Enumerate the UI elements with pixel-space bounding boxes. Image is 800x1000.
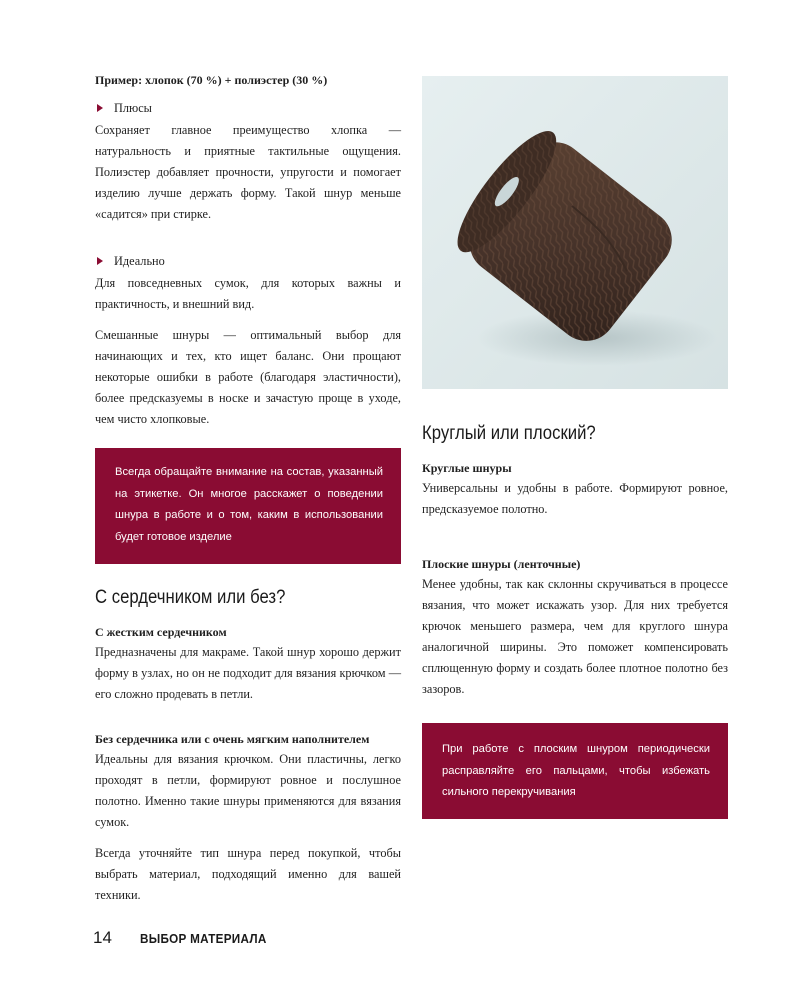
- check-text: Всегда уточняйте тип шнура перед покупкой, чтобы выбрать материал, подходящий именно для вашей техники.: [95, 846, 401, 902]
- flat-cord-callout: [422, 723, 728, 819]
- round-title: Круглые шнуры: [422, 461, 512, 475]
- soft-core-text: Идеальны для вязания крючком. Они пластичны, легко проходят в петли, формируют ровное и послушное полотно. Именно такие шнуры применяются для вязания сумок.: [95, 752, 401, 829]
- yarn-spool-icon: [422, 76, 728, 389]
- ideal-bullet: [95, 251, 401, 271]
- left-column: [95, 70, 401, 906]
- composition-callout-text: Всегда обращайте внимание на состав, указанный на этикетке. Он многое расскажет о поведении шнура в работе и о том, каким в использовании будет готовое изделие: [115, 466, 383, 543]
- flat-title: Плоские шнуры (ленточные): [422, 557, 581, 571]
- ideal-label: Идеально: [114, 254, 165, 268]
- ideal-text: Для повседневных сумок, для которых важны и практичность, и внешний вид.: [95, 276, 401, 311]
- hard-core-title: С жестким сердечником: [95, 625, 227, 639]
- shape-heading: Круглый или плоский?: [422, 423, 596, 444]
- page-number: 14: [93, 928, 112, 947]
- hard-core-text: Предназначены для макраме. Такой шнур хорошо держит форму в узлах, но он не подходит для вязания крючком — его сложно продевать в петли.: [95, 645, 401, 701]
- right-column: [422, 76, 728, 819]
- round-text: Универсальны и удобны в работе. Формируют ровное, предсказуемое полотно.: [422, 481, 728, 516]
- triangle-bullet-icon: [97, 257, 103, 265]
- core-heading: С сердечником или без?: [95, 587, 286, 608]
- pros-bullet: [95, 98, 401, 118]
- pros-label: Плюсы: [114, 101, 152, 115]
- example-title: Пример: хлопок (70 %) + полиэстер (30 %): [95, 73, 328, 87]
- flat-cord-callout-text: При работе с плоским шнуром периодически расправляйте его пальцами, чтобы избежать сильного перекручивания: [442, 743, 710, 798]
- composition-callout: [95, 448, 401, 564]
- triangle-bullet-icon: [97, 104, 103, 112]
- mixed-text: Смешанные шнуры — оптимальный выбор для начинающих и тех, кто ищет баланс. Они прощают некоторые ошибки в работе (благодаря эластичности), более предсказуемы в носке и зачастую проще в уходе, чем чисто хлопковые.: [95, 328, 401, 426]
- section-name: ВЫБОР МАТЕРИАЛА: [139, 931, 267, 946]
- page-footer: [93, 928, 281, 948]
- soft-core-title: Без сердечника или с очень мягким наполнителем: [95, 732, 370, 746]
- yarn-photo: [422, 76, 728, 389]
- pros-text: Сохраняет главное преимущество хлопка — натуральность и приятные тактильные ощущения. Полиэстер добавляет прочности, упругости и помогает изделию лучше держать форму. Такой шнур меньше «садится» при стирке.: [95, 123, 401, 221]
- flat-text: Менее удобны, так как склонны скручиваться в процессе вязания, что может искажать узор. Для них требуется крючок меньшего размера, чем для круглого шнура аналогичной ширины. Это поможет компенсировать сплющенную форму и создать более плотное полотно без зазоров.: [422, 577, 728, 696]
